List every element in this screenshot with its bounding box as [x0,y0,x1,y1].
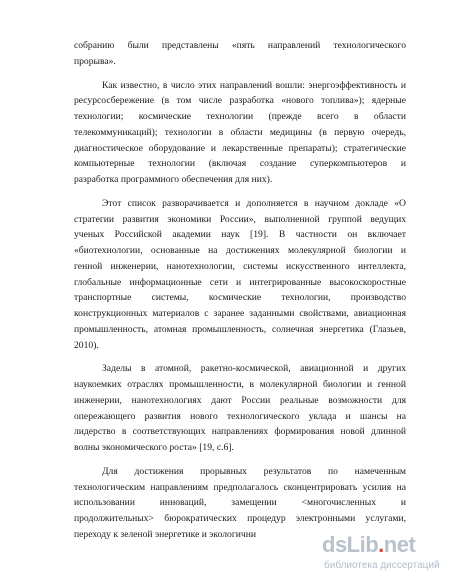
text-line: ученых Российской академии наук [19]. В частности он включает [74,229,406,241]
text-line: ресурсосбережение (в том числе разработка «нового топлива»); ядерные [74,95,406,107]
text-line: продолжительных> бюрократических процедур электронными услугами, [74,513,406,524]
text-line: глобальные информационные сети и интегрированные высокоскоростные [74,276,406,288]
watermark-logo-main: dsLib [322,532,379,557]
watermark-logo-dot: . [378,532,384,557]
text-line: переходу к зеленой энергетике и экологични [74,528,256,540]
text-line: промышленность, атомная промышленность, солнечная энергетика (Глазьев, [74,323,406,335]
text-line: Как известно, в число этих направлений вошли: энергоэффективность и [102,79,406,91]
text-line: использовании инноваций, замещении <многочисленных и [74,497,406,509]
watermark-subtitle: библиотека диссертаций [324,560,440,571]
text-line: лидерство в соответствующих направлениях формирования новой длинной [74,426,406,438]
text-line: генной инженерии, нанотехнологии, системы искусственного интеллекта, [74,260,406,272]
watermark-logo [322,532,415,558]
text-line: опережающего развития нового технологического уклада и шансы на [74,410,406,422]
text-line: конструкционных материалов с заранее заданными свойствами, авиационная [74,308,406,319]
text-line: 2010). [74,339,99,351]
text-line: собранию были представлены «пять направлений технологического [74,40,406,51]
text-line: инженерии, нанотехнологиях дают России реальные возможности для [74,394,406,406]
text-line: «биотехнологии, основанные на достижениях молекулярной биологии и [74,245,406,256]
text-line: прорыва». [74,55,116,67]
text-line: технологии; космические технологии (прежде всего в области [74,111,406,122]
text-line: наукоемких отраслях промышленности, в молекулярной биологии и генной [74,379,406,390]
document-body [74,38,406,543]
text-line: стратегии развития экономики России», выполненной группой ведущих [74,213,406,225]
text-line: диагностическое оборудование и лекарственные препараты); стратегические [74,142,406,154]
text-line: компьютерные технологии (включая создание суперкомпьютеров и [74,158,406,170]
text-line: телекоммуникаций); технологии в области медицины (в первую очередь, [74,126,406,138]
text-line: Для достижения прорывных результатов по намеченным [102,465,406,477]
text-line: Этот список разворачивается и дополняется в научном докладе «О [102,197,406,209]
text-line: технологическим направлениям предполагалось сконцентрировать усилия на [74,481,406,493]
text-line: разработка программного обеспечения для них). [74,174,273,185]
watermark-logo-tld: net [383,532,416,557]
watermark [318,530,448,578]
text-line: Заделы в атомной, ракетно-космической, авиационной и других [102,363,406,375]
text-line: транспортные системы, космические технологии, производство [74,292,406,304]
text-line: волны экономического роста» [19, с.6]. [74,442,234,453]
